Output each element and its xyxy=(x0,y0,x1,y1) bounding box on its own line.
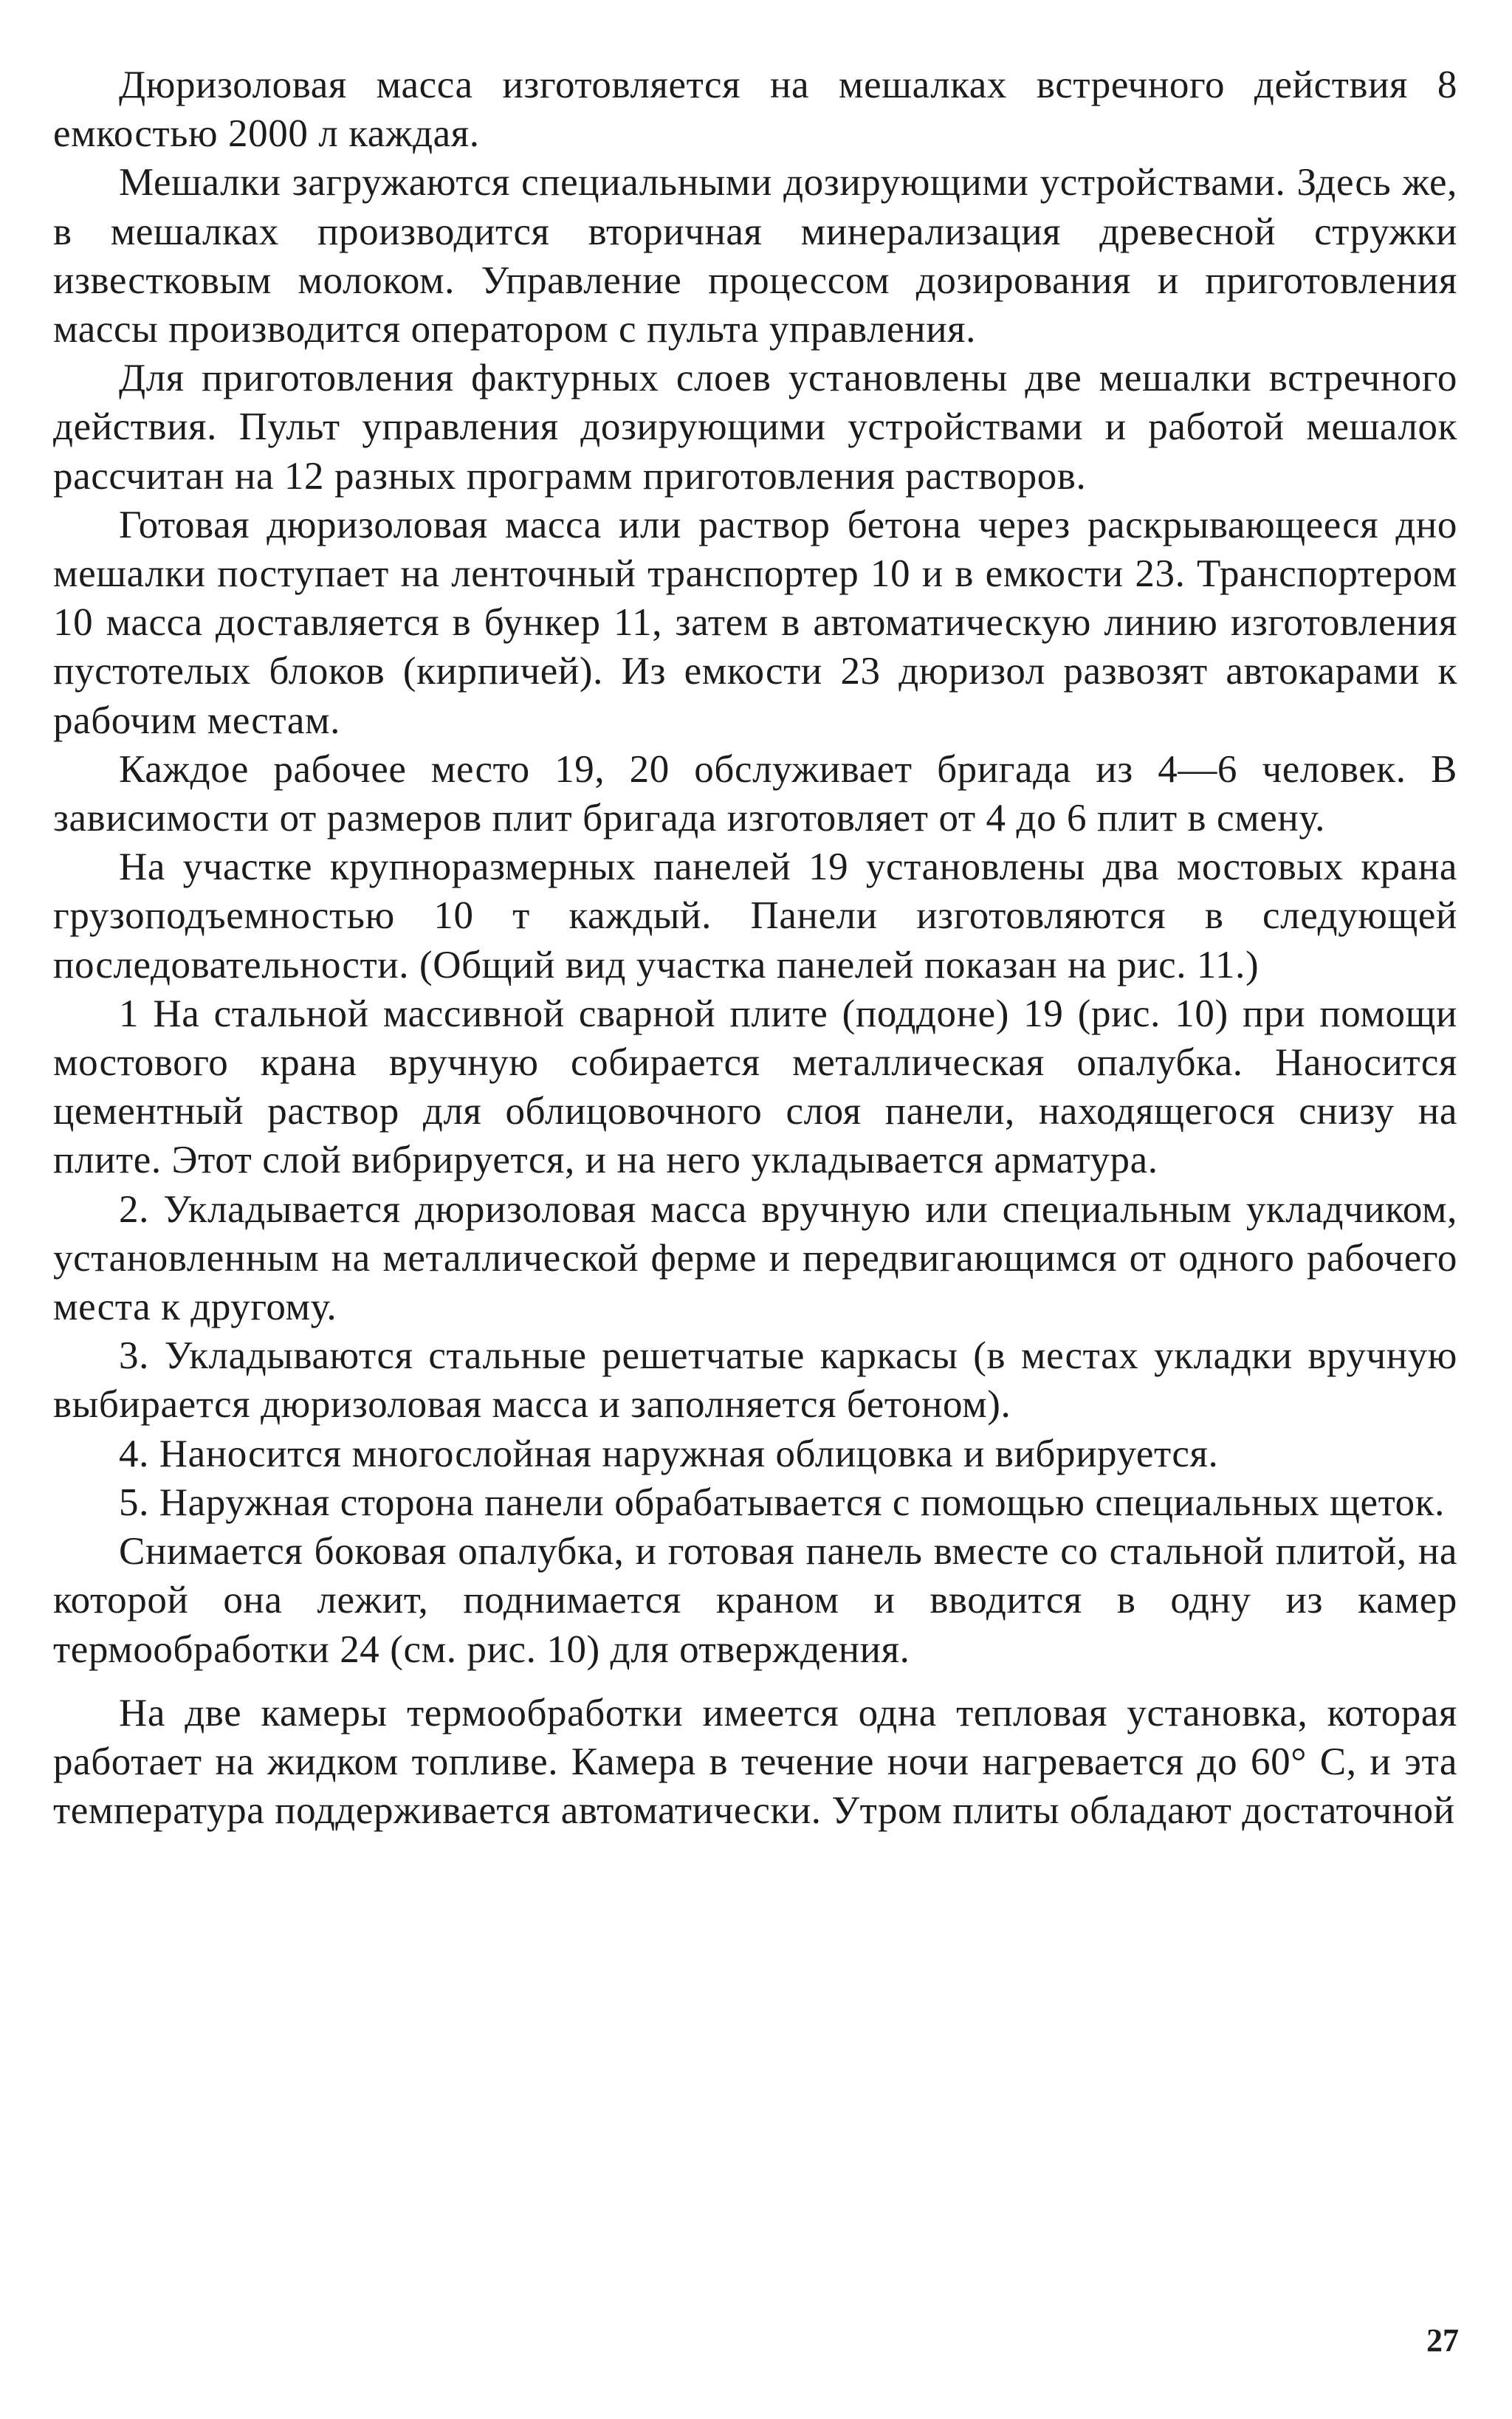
paragraph-facing-layers: Для приготовления фактурных слоев установлены две мешалки встречного действия. Пульт управления дозирующими устройствами и работой мешалок рассчитан на 12 разных программ приготовления растворов. xyxy=(53,357,1457,498)
paragraph-panels-section: На участке крупноразмерных панелей 19 установлены два мостовых крана грузоподъемностью 10 т каждый. Панели изготовляются в следующей последовательности. (Общий вид участка панелей показан на рис. 11.) xyxy=(53,845,1457,987)
paragraph-step-3: 3. Укладываются стальные решетчатые каркасы (в местах укладки вручную выбирается дюризоловая масса и заполняется бетоном). xyxy=(53,1334,1457,1427)
paragraph-heating: На две камеры термообработки имеется одна тепловая установка, которая работает на жидком топливе. Камера в течение ночи нагревается до 60° С, и эта температура поддерживается автоматически. Утром плиты обладают достаточной xyxy=(53,1691,1457,1833)
page-number: 27 xyxy=(1426,2322,1459,2358)
paragraph-mixers: Дюризоловая масса изготовляется на мешалках встречного действия 8 емкостью 2000 л каждая. xyxy=(53,64,1457,156)
paragraph-workplaces: Каждое рабочее место 19, 20 обслуживает бригада из 4—6 человек. В зависимости от размеров плит бригада изготовляет от 4 до 6 плит в смену. xyxy=(53,747,1457,840)
paragraph-step-5: 5. Наружная сторона панели обрабатывается с помощью специальных щеток. xyxy=(119,1480,1445,1524)
paragraph-step-1: 1 На стальной массивной сварной плите (поддоне) 19 (рис. 10) при помощи мостового крана вручную собирается металлическая опалубка. Наносится цементный раствор для облицовочного слоя панели, находящегося снизу на плите. Этот слой вибрируется, и на него укладывается арматура. xyxy=(53,992,1457,1182)
paragraph-step-2: 2. Укладывается дюризоловая масса вручную или специальным укладчиком, установленным на металлической ферме и передвигающимся от одного рабочего места к другому. xyxy=(53,1187,1457,1329)
paragraph-loading: Мешалки загружаются специальными дозирующими устройствами. Здесь же, в мешалках производится вторичная минерализация древесной стружки известковым молоком. Управление процессом дозирования и приготовления массы производится оператором с пульта управления. xyxy=(53,161,1457,351)
paragraph-step-4: 4. Наносится многослойная наружная облицовка и вибрируется. xyxy=(119,1432,1219,1475)
page-body xyxy=(53,61,1457,1835)
paragraph-transport: Готовая дюризоловая масса или раствор бетона через раскрывающееся дно мешалки поступает на ленточный транспортер 10 и в емкости 23. Транспортером 10 масса доставляется в бункер 11, затем в автоматическую линию изготовления пустотелых блоков (кирпичей). Из емкости 23 дюризол развозят автокарами к рабочим местам. xyxy=(53,503,1457,742)
paragraph-curing: Снимается боковая опалубка, и готовая панель вместе со стальной плитой, на которой она лежит, поднимается краном и вводится в одну из камер термообработки 24 (см. рис. 10) для отверждения. xyxy=(53,1530,1457,1671)
